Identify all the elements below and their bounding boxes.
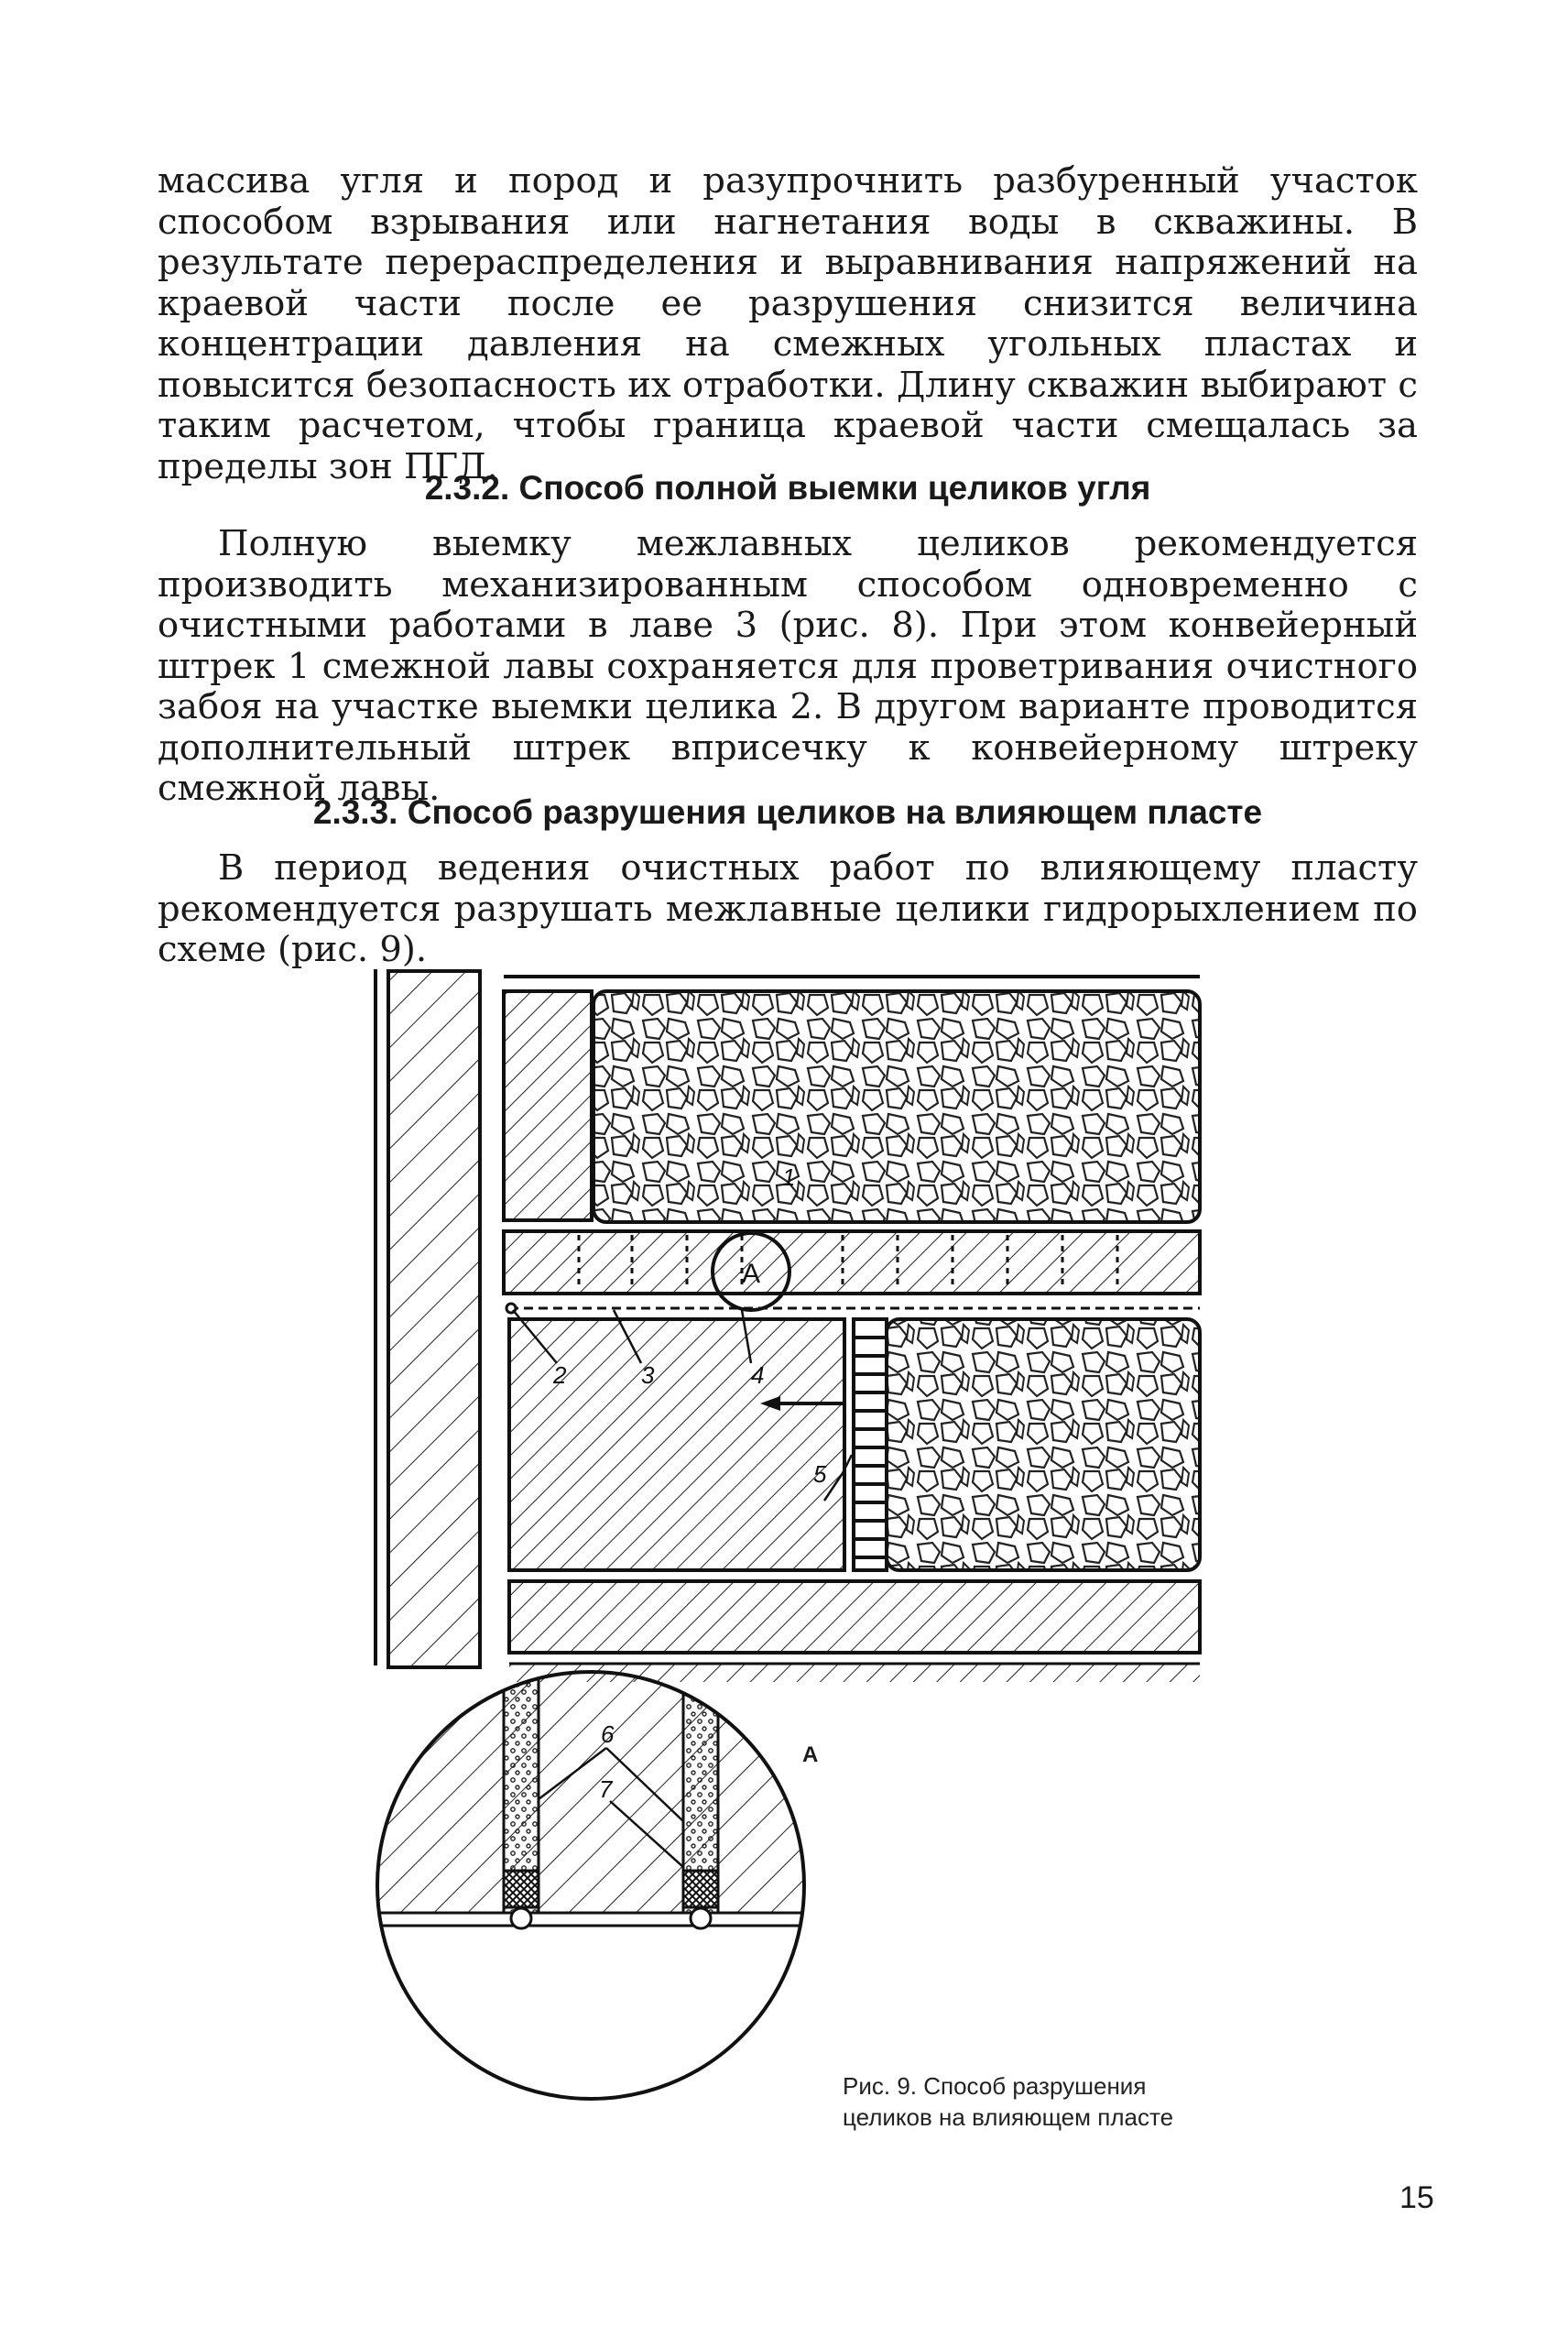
paragraph-1 — [158, 161, 1418, 487]
section-heading-2-3-2: 2.3.2. Способ полной выемки целиков угля — [424, 469, 1151, 507]
section-heading-2-3-3: 2.3.3. Способ разрушения целиков на влияющем пласте — [312, 793, 1263, 831]
paragraph-3-text: В период ведения очистных работ по влияющему пласту рекомендуется разрушать межлавные целики гидрорыхлением по схеме (рис. 9). — [158, 847, 1418, 970]
label-6: 6 — [601, 1720, 615, 1748]
upper-coal-pillar — [504, 991, 592, 1220]
left-wall-rock — [376, 969, 480, 1667]
inset-detail-a — [376, 1665, 815, 2099]
page-number: 15 — [1399, 2180, 1434, 2215]
lower-coal-pillar — [509, 1319, 844, 1570]
caption-line-1: Рис. 9. Способ разрушения — [843, 2072, 1147, 2100]
figure-caption — [843, 2070, 1173, 2133]
paragraph-2-text: Полную выемку межлавных целиков рекомендуется производить механизированным способом одновременно с очистными работами в лаве 3 (рис. 8). При этом конвейерный штрек 1 смежной лавы сохраняется для проветривания очистного забоя на участке выемки целика 2. В другом варианте проводится дополнительный штрек вприсечку к конвейерному штреку смежной лавы. — [158, 523, 1418, 809]
mechanized-support — [854, 1319, 887, 1570]
label-2: 2 — [553, 1361, 567, 1389]
inset-label-a: А — [802, 1742, 819, 1767]
detail-a-marker: А — [741, 1259, 761, 1289]
upper-goaf-rubble — [593, 991, 1200, 1222]
paragraph-2 — [158, 524, 1418, 810]
lower-goaf-rubble — [887, 1319, 1200, 1570]
label-4: 4 — [751, 1361, 765, 1389]
paragraph-1-text: массива угля и пород и разупрочнить разбуренный участок способом взрывания или нагнетания воды в скважины. В результате перераспределения и выравнивания напряжений на краевой части после ее разрушения снизится величина концентрации давления на смежных угольных пластах и повысится безопасность их отработки. Длину скважин выбирают с таким расчетом, чтобы граница краевой части смещалась за пределы зон ПГД. — [158, 160, 1418, 487]
paragraph-3 — [158, 848, 1418, 971]
label-3: 3 — [641, 1361, 655, 1389]
label-1: 1 — [782, 1163, 796, 1191]
caption-line-2: целиков на влияющем пласте — [843, 2103, 1174, 2131]
figure-9-diagram — [366, 969, 1209, 2179]
lower-rock-strip — [509, 1581, 1200, 1653]
label-5: 5 — [813, 1460, 827, 1488]
label-7: 7 — [599, 1775, 613, 1803]
inter-panel-pillar-strip — [504, 1231, 1200, 1294]
